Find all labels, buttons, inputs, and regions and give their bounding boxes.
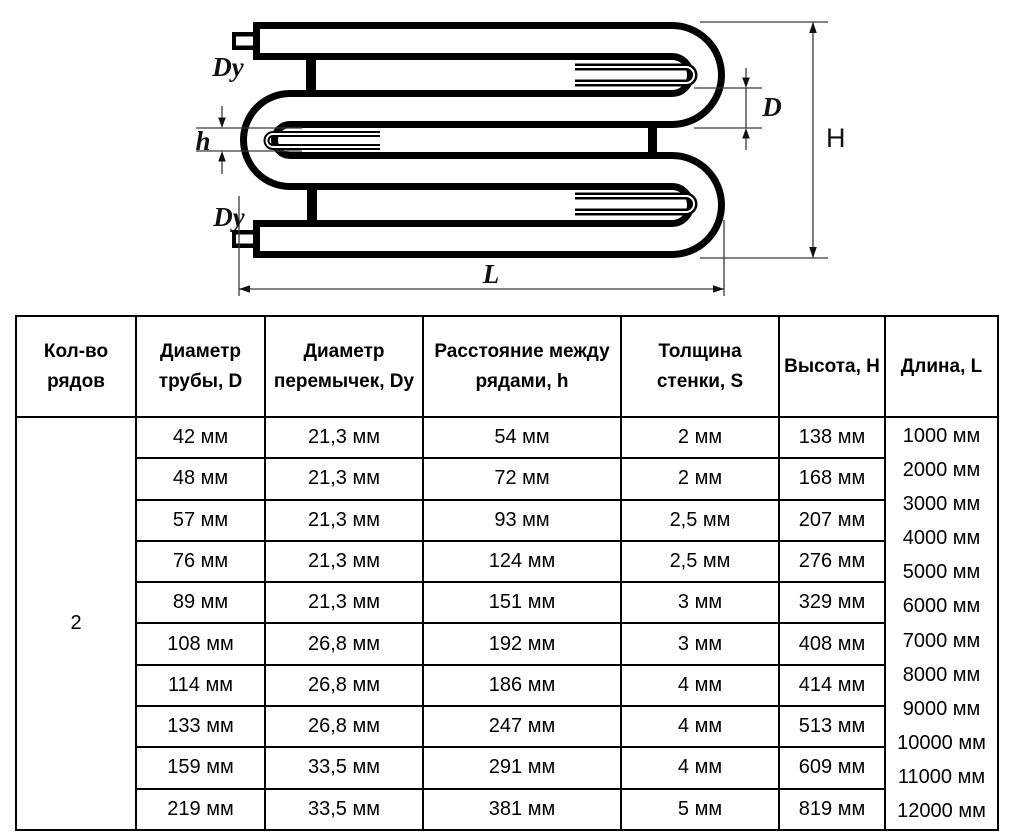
label-h: h: [195, 126, 211, 156]
table-cell: 114 мм: [136, 665, 265, 706]
table-cell: 186 мм: [423, 665, 621, 706]
length-option: 8000 мм: [902, 663, 981, 686]
table-row: [16, 458, 998, 499]
header-jumper-diameter: Диаметр перемычек, Dy: [265, 316, 423, 417]
table-cell: 26,8 мм: [265, 623, 423, 664]
table-cell: 108 мм: [136, 623, 265, 664]
row-count-cell: 2: [16, 417, 136, 830]
table-cell: 21,3 мм: [265, 417, 423, 458]
table-cell: 329 мм: [779, 582, 885, 623]
header-row-spacing: Расстояние между рядами, h: [423, 316, 621, 417]
table-row: [16, 789, 998, 830]
table-cell: 124 мм: [423, 541, 621, 582]
table-cell: 408 мм: [779, 623, 885, 664]
table-cell: 192 мм: [423, 623, 621, 664]
table-cell: 247 мм: [423, 706, 621, 747]
nozzle-top: [232, 32, 253, 50]
table-cell: 26,8 мм: [265, 665, 423, 706]
table-cell: 57 мм: [136, 500, 265, 541]
table-cell: 168 мм: [779, 458, 885, 499]
table-cell: 513 мм: [779, 706, 885, 747]
header-wall-thickness: Толщина стенки, S: [621, 316, 779, 417]
length-option: 5000 мм: [902, 561, 981, 584]
header-height: Высота, H: [779, 316, 885, 417]
header-row-count: Кол-во рядов: [16, 316, 136, 417]
table-row: [16, 623, 998, 664]
second-row-tube-ends: [267, 67, 695, 212]
table-row: [16, 500, 998, 541]
table-cell: 2,5 мм: [621, 541, 779, 582]
table-row: [16, 665, 998, 706]
table-cell: 219 мм: [136, 789, 265, 830]
length-option: 1000 мм: [902, 425, 981, 448]
table-cell: 93 мм: [423, 500, 621, 541]
table-row: [16, 747, 998, 788]
table-cell: 21,3 мм: [265, 500, 423, 541]
table-cell: 48 мм: [136, 458, 265, 499]
table-cell: 276 мм: [779, 541, 885, 582]
table-cell: 3 мм: [621, 582, 779, 623]
table-row: [16, 706, 998, 747]
table-cell: 4 мм: [621, 747, 779, 788]
table-cell: 207 мм: [779, 500, 885, 541]
length-option: 4000 мм: [902, 527, 981, 550]
label-length: L: [482, 259, 500, 289]
table-cell: 151 мм: [423, 582, 621, 623]
dimensions-table: [15, 315, 999, 831]
length-option: 9000 мм: [902, 697, 981, 720]
table-cell: 21,3 мм: [265, 541, 423, 582]
label-dy-top: Dy: [212, 52, 244, 82]
table-cell: 414 мм: [779, 665, 885, 706]
table-cell: 3 мм: [621, 623, 779, 664]
length-options-stack: [888, 419, 995, 828]
table-cell: 138 мм: [779, 417, 885, 458]
table-cell: 2 мм: [621, 458, 779, 499]
length-option: 3000 мм: [902, 493, 981, 516]
length-option: 7000 мм: [902, 629, 981, 652]
table-cell: 21,3 мм: [265, 582, 423, 623]
table-cell: 21,3 мм: [265, 458, 423, 499]
table-cell: 381 мм: [423, 789, 621, 830]
table-row: [16, 582, 998, 623]
table-cell: 4 мм: [621, 665, 779, 706]
table-row: [16, 541, 998, 582]
table-cell: 89 мм: [136, 582, 265, 623]
table-cell: 76 мм: [136, 541, 265, 582]
table-cell: 159 мм: [136, 747, 265, 788]
table-header-row: [16, 316, 998, 417]
length-options-cell: [885, 417, 998, 830]
table-cell: 2,5 мм: [621, 500, 779, 541]
table-cell: 819 мм: [779, 789, 885, 830]
table-cell: 72 мм: [423, 458, 621, 499]
header-length: Длина, L: [885, 316, 998, 417]
table-cell: 26,8 мм: [265, 706, 423, 747]
table-cell: 133 мм: [136, 706, 265, 747]
header-pipe-diameter: Диаметр трубы, D: [136, 316, 265, 417]
nozzle-bottom: [232, 230, 253, 248]
length-option: 10000 мм: [897, 731, 986, 754]
register-diagram: [0, 0, 1012, 312]
table-cell: 33,5 мм: [265, 789, 423, 830]
table-cell: 4 мм: [621, 706, 779, 747]
table-cell: 2 мм: [621, 417, 779, 458]
table-cell: 291 мм: [423, 747, 621, 788]
table-cell: 42 мм: [136, 417, 265, 458]
table-cell: 54 мм: [423, 417, 621, 458]
length-option: 6000 мм: [902, 595, 981, 618]
table-row: [16, 417, 998, 458]
table-cell: 5 мм: [621, 789, 779, 830]
length-option: 11000 мм: [897, 765, 986, 788]
label-height: H: [826, 123, 846, 153]
table-cell: 33,5 мм: [265, 747, 423, 788]
label-dy-bottom: Dy: [213, 202, 245, 232]
table-cell: 609 мм: [779, 747, 885, 788]
length-option: 2000 мм: [902, 459, 981, 482]
label-d: D: [762, 92, 782, 122]
length-option: 12000 мм: [897, 799, 986, 822]
